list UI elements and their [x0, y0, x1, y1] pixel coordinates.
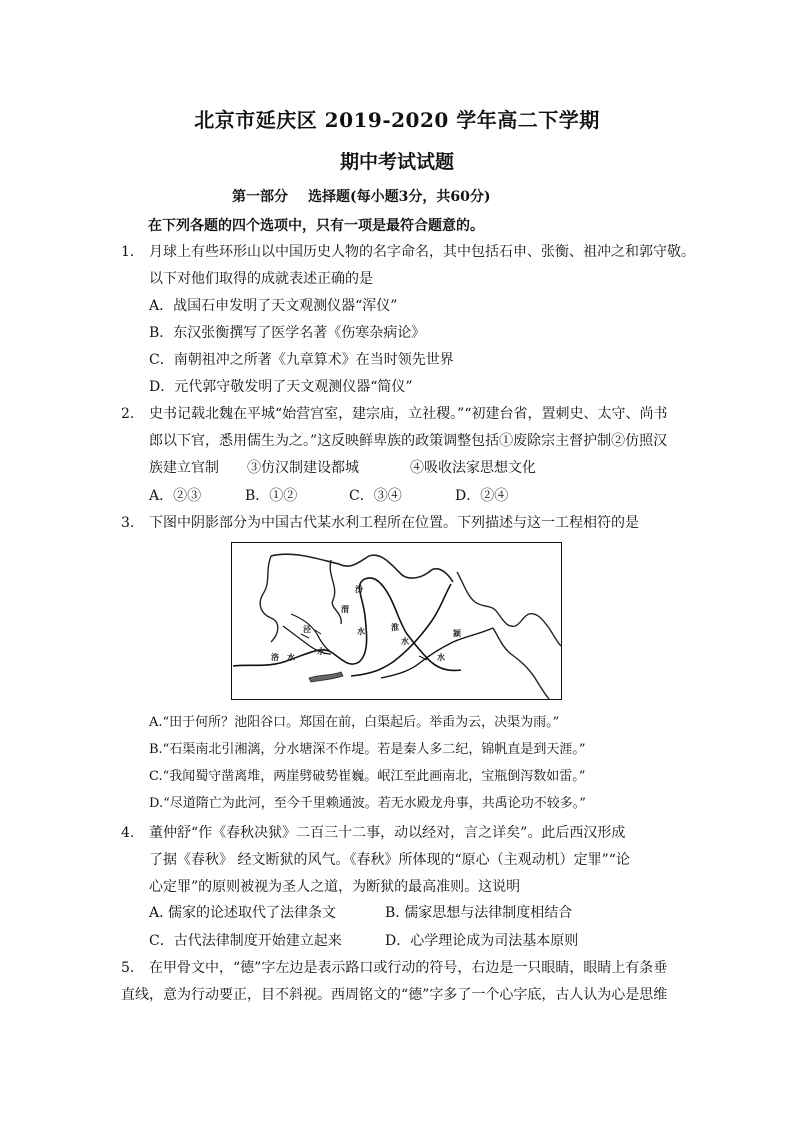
question-2-stem-4: ③仿汉制建设都城 [247, 460, 359, 476]
river-main [233, 578, 461, 671]
question-1-option-b[interactable]: B．东汉张衡撰写了医学名著《伤寒杂病论》 [149, 325, 426, 341]
shaded-area [309, 672, 343, 682]
question-4-option-b[interactable]: B. 儒家思想与法律制度相结合 [385, 905, 573, 921]
map-label-shui-5: 水 [437, 653, 445, 662]
question-4-stem-2: 了据《春秋》 经文断狱的风气。《春秋》所体现的“原心（主观动机）定罪”“论 [149, 852, 630, 868]
question-1-option-d[interactable]: D．元代郭守敬发明了天文观测仪器“简仪” [149, 379, 413, 395]
question-2-option-a[interactable]: A．②③ [149, 488, 202, 504]
map-label-shui-3: 水 [357, 627, 365, 636]
map-label-shui-1: 水 [317, 647, 325, 656]
question-4-stem-3: 心定罪”的原则被视为圣人之道，为断狱的最高准则。这说明 [149, 879, 521, 895]
question-number: 2. [121, 406, 135, 422]
question-5-stem-1: 5. 在甲骨文中，“德”字左边是表示路口或行动的符号，右边是一只眼睛，眼睛上有条垂 [121, 960, 668, 976]
map-label-luo: 洛 [271, 653, 279, 662]
title-line-2: 期中考试试题 [339, 151, 454, 173]
map-label-shui-4: 水 [401, 637, 409, 646]
region-boundary-inner [330, 560, 341, 624]
question-4-option-a[interactable]: A. 儒家的论述取代了法律条文 [149, 905, 337, 921]
section-heading [232, 186, 490, 206]
map-label-huai: 淮 [391, 623, 399, 632]
water-project-map [231, 542, 562, 700]
question-1-stem-2: 以下对他们取得的成就表述正确的是 [149, 271, 373, 287]
question-2-option-d[interactable]: D．②④ [455, 488, 509, 504]
question-number: 3. [121, 515, 135, 531]
question-3-stem-1: 3. 下图中阴影部分为中国古代某水利工程所在位置。下列描述与这一工程相符的是 [121, 515, 639, 531]
question-3-option-d[interactable]: D.“尽道隋亡为此河，至今千里赖通波。若无水殿龙舟事，共禹论功不较多。” [149, 796, 586, 811]
coastline-south [493, 628, 549, 699]
question-5-stem-2: 直线，意为行动要正，目不斜视。西周铭文的“德”字多了一个心字底，古人认为心是思维 [121, 987, 668, 1003]
river-arrow-1 [301, 634, 309, 638]
question-number: 4. [121, 825, 135, 841]
question-2-stem-5: ④吸收法家思想文化 [410, 460, 536, 476]
question-number: 1. [121, 244, 135, 260]
question-1-option-a[interactable]: A．战国石申发明了天文观测仪器“浑仪” [149, 298, 398, 314]
question-3-option-a[interactable]: A.“田于何所？池阳谷口。郑国在前，白渠起后。举臿为云，决渠为雨。” [149, 715, 560, 730]
question-4-option-c[interactable]: C．古代法律制度开始建立起来 [149, 933, 342, 949]
map-label-wei: 渭 [341, 605, 349, 614]
map-label-fen: 汾 [355, 585, 363, 594]
map-label-ying: 颍 [453, 629, 461, 638]
question-4-stem-1: 4. 董仲舒“作《春秋决狱》二百三十二事，动以经对，言之详矣”。此后西汉形成 [121, 825, 626, 841]
question-4-option-d[interactable]: D．心学理论成为司法基本原则 [385, 933, 579, 949]
question-2-stem-3: 族建立官制 [149, 460, 219, 476]
question-2-option-b[interactable]: B．①② [245, 488, 298, 504]
map-label-jing: 泾 [303, 625, 311, 634]
section-part: 第一部分 [232, 189, 288, 205]
map-border [232, 543, 562, 700]
question-3-option-c[interactable]: C.“我闻蜀守凿离堆，两崖劈破势崔巍。岷江至此画南北，宝瓶倒泻数如雷。” [149, 769, 586, 784]
instruction: 在下列各题的四个选项中，只有一项是最符合题意的。 [148, 218, 484, 234]
question-2-stem-1: 2. 史书记载北魏在平城“始营宫室，建宗庙，立社稷。”“初建台省，置刺史、太守、尚书 [121, 406, 668, 422]
region-boundary-north [271, 554, 453, 582]
question-2-stem-2: 郎以下官，悉用儒生为之。”这反映鲜卑族的政策调整包括①废除宗主督护制②仿照汉 [149, 433, 668, 449]
section-name: 选择题(每小题3分，共60分) [308, 189, 491, 205]
question-1-stem-1: 1. 月球上有些环形山以中国历史人物的名字命名，其中包括石申、张衡、祖冲之和郭守敬。 [121, 244, 695, 260]
question-3-option-b[interactable]: B.“石渠南北引湘漓，分水塘深不作堤。若是秦人多二纪，锦帆直是到天涯。” [149, 742, 586, 757]
region-boundary-west [260, 556, 278, 642]
map-label-shui-2: 水 [287, 653, 295, 662]
question-number: 5. [121, 960, 135, 976]
question-1-option-c[interactable]: C．南朝祖冲之所著《九章算术》在当时领先世界 [149, 352, 454, 368]
question-2-option-c[interactable]: C．③④ [349, 488, 402, 504]
title-line-1: 北京市延庆区 2019-2020 学年高二下学期 [194, 108, 600, 132]
